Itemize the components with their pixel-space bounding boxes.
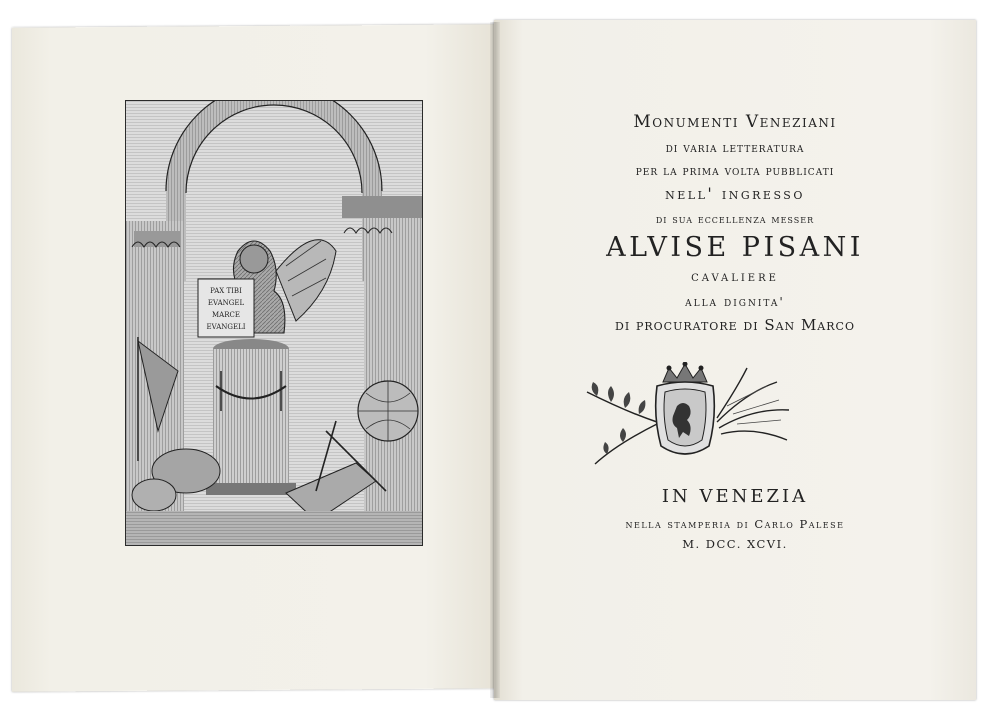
coat-of-arms-emblem bbox=[577, 362, 799, 470]
engraving-illustration bbox=[126, 101, 422, 545]
imprint-place: IN VENEZIA bbox=[661, 486, 809, 507]
title-line-1: Monumenti Veneziani bbox=[633, 112, 837, 132]
book-line-2: EVANGEL bbox=[207, 299, 245, 307]
book-line-4: EVANGELI bbox=[206, 323, 246, 331]
imprint-printer: nella stamperia di Carlo Palese bbox=[625, 517, 845, 531]
title-line-4: nell' ingresso bbox=[665, 184, 805, 203]
title-line-8: alla dignita' bbox=[685, 294, 785, 309]
honoree-name: ALVISE PISANI bbox=[606, 232, 864, 263]
title-line-7: cavaliere bbox=[691, 269, 779, 285]
imprint-year: M. DCC. XCVI. bbox=[682, 537, 788, 551]
title-line-5: di sua eccellenza messer bbox=[655, 212, 815, 226]
title-block bbox=[494, 112, 976, 334]
title-line-2: di varia letteratura bbox=[665, 140, 805, 155]
book-line-1: PAX TIBI bbox=[210, 287, 242, 295]
book-line-3: MARCE bbox=[212, 311, 240, 319]
title-line-9: di procuratore di San Marco bbox=[615, 316, 855, 334]
imprint-block bbox=[494, 486, 976, 551]
title-line-3: per la prima volta pubblicati bbox=[635, 163, 835, 178]
frontispiece-engraving bbox=[125, 100, 423, 546]
